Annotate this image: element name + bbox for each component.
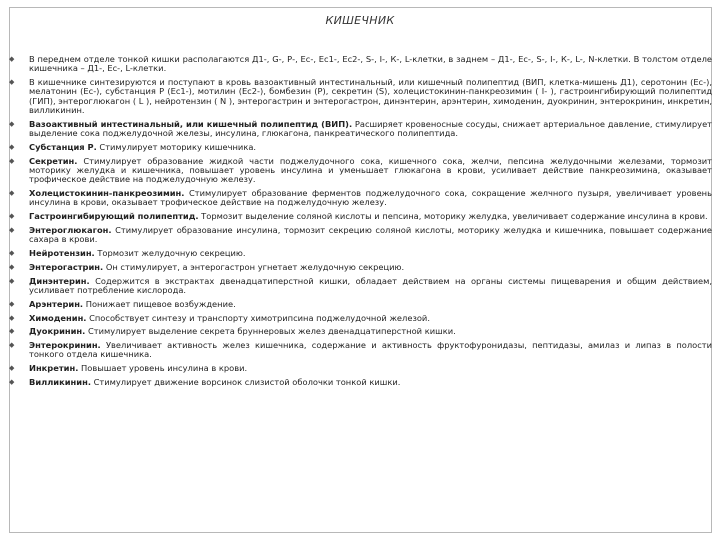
list-item bbox=[9, 377, 712, 388]
item-term: Химоденин. bbox=[29, 312, 87, 323]
item-text: Он стимулирует, а энтерогастрон угнетает желудочную секрецию. bbox=[103, 261, 405, 272]
list-item bbox=[9, 54, 712, 74]
list-item bbox=[9, 155, 712, 185]
diamond-bullet-icon: ◆ bbox=[9, 189, 15, 198]
item-text: Увеличивает активность желез кишечника, содержание и активность фруктофуронидазы, пептидазы, амилаз и липаз в полости тонкого отдела кишечника. bbox=[29, 340, 712, 360]
list-item bbox=[9, 77, 712, 115]
item-text: Тормозит выделение соляной кислоты и пепсина, моторику желудка, увеличивает содержание инсулина в крови. bbox=[198, 211, 708, 222]
diamond-bullet-icon: ◆ bbox=[9, 156, 15, 165]
item-text: Стимулирует выделение секрета бруннеровых желез двенадцатиперстной кишки. bbox=[85, 326, 456, 337]
item-term: Инкретин. bbox=[29, 363, 79, 374]
list-item bbox=[9, 340, 712, 360]
list-item bbox=[9, 248, 712, 259]
list-item bbox=[9, 188, 712, 208]
diamond-bullet-icon: ◆ bbox=[9, 341, 15, 350]
diamond-bullet-icon: ◆ bbox=[9, 225, 15, 234]
item-term: Дуокринин. bbox=[29, 326, 86, 337]
item-text: Расширяет кровеносные сосуды, снижает артериальное давление, стимулирует выделение сока поджелудочной железы, инсулина, глюкагона, панкреатического полипептида. bbox=[29, 118, 713, 139]
item-term: Энтерогастрин. bbox=[29, 261, 104, 272]
item-text: Стимулирует образование жидкой части поджелудочного сока, кишечного сока, желчи, пепсина желудочными железами, тормозит моторику желудка и кишечника, повышает уровень инсулина и уменьшает глюкагона в крови, усиливает действие панкреозимина, оказывает трофическое действие на поджелудочную железу. bbox=[29, 155, 712, 185]
list-item bbox=[9, 224, 712, 245]
diamond-bullet-icon: ◆ bbox=[9, 249, 15, 258]
list-item bbox=[9, 275, 712, 296]
item-text: В переднем отделе тонкой кишки располагаются Д1-, G-, Р-, Ес-, Ес1-, Ес2-, S-, I-, К-, L-клетки, в заднем – Д1-, Ес-, S-, I-, К-, L-, N-клетки. В толстом отделе кишечника – Д1-, Ес-, L-клетки. bbox=[29, 54, 712, 74]
item-term: Арэнтерин. bbox=[29, 298, 84, 309]
item-term: Гастроингибирующий полипептид. bbox=[29, 211, 199, 222]
list-item bbox=[9, 326, 712, 337]
diamond-bullet-icon: ◆ bbox=[9, 55, 15, 63]
list-item bbox=[9, 211, 712, 222]
item-text: Стимулирует моторику кишечника. bbox=[96, 141, 257, 152]
item-term: Энтерокринин. bbox=[29, 340, 101, 351]
item-term: Нейротензин. bbox=[29, 248, 95, 259]
item-text: Способствует синтезу и транспорту химотрипсина поджелудочной железой. bbox=[86, 312, 430, 323]
list-item bbox=[9, 363, 712, 374]
diamond-bullet-icon: ◆ bbox=[9, 378, 15, 387]
item-term: Энтероглюкагон. bbox=[29, 224, 112, 235]
diamond-bullet-icon: ◆ bbox=[9, 212, 15, 221]
item-list bbox=[9, 54, 713, 392]
item-text: Содержится в экстрактах двенадцатиперстной кишки, обладает действием на органы системы пищеварения и общим действием, усиливает потребление кислорода. bbox=[29, 275, 712, 295]
item-term: Вилликинин. bbox=[29, 377, 91, 388]
item-text: Тормозит желудочную секрецию. bbox=[94, 248, 246, 259]
diamond-bullet-icon: ◆ bbox=[9, 119, 15, 128]
item-term: Секретин. bbox=[29, 155, 78, 166]
item-text: В кишечнике синтезируются и поступают в кровь вазоактивный интестинальный, или кишечный полипептид (ВИП, клетка-мишень Д1), серотонин (Ес-), мелатонин (Ес-), субстанция Р (Ес1-), мотилин (Ес2-), бомбезин (Р), секретин (S), холецистокинин-панкреозимин ( I- ), гастроингибирующий полипептид (ГИП), энтероглюкагон ( L ), нейротензин ( N ), энтерогастрин и энтерогастрон, динэнтерин, арэнтерин, химоденин, дуокринин, энтерокринин, инкретин, вилликинин. bbox=[29, 77, 712, 115]
list-item bbox=[9, 261, 712, 272]
item-text: Стимулирует движение ворсинок слизистой оболочки тонкой кишки. bbox=[90, 377, 401, 388]
item-term: Субстанция Р. bbox=[29, 141, 97, 152]
item-text: Понижает пищевое возбуждение. bbox=[83, 298, 236, 309]
item-text: Стимулирует образование ферментов поджелудочного сока, сокращение желчного пузыря, увеличивает уровень инсулина в крови, оказывает трофическое действие на поджелудочную железу. bbox=[29, 188, 712, 208]
item-term: Динэнтерин. bbox=[29, 275, 90, 286]
diamond-bullet-icon: ◆ bbox=[9, 364, 15, 373]
list-item bbox=[9, 141, 712, 152]
list-item bbox=[9, 312, 712, 323]
diamond-bullet-icon: ◆ bbox=[9, 313, 15, 322]
diamond-bullet-icon: ◆ bbox=[9, 299, 15, 308]
diamond-bullet-icon: ◆ bbox=[9, 78, 15, 87]
diamond-bullet-icon: ◆ bbox=[9, 142, 15, 151]
list-item bbox=[9, 298, 712, 309]
diamond-bullet-icon: ◆ bbox=[9, 262, 15, 271]
item-term: Холецистокинин-панкреозимин. bbox=[29, 188, 185, 199]
item-text: Повышает уровень инсулина в крови. bbox=[78, 363, 248, 374]
diamond-bullet-icon: ◆ bbox=[9, 327, 15, 336]
diamond-bullet-icon: ◆ bbox=[9, 276, 15, 285]
list-item bbox=[9, 118, 713, 139]
page-title: КИШЕЧНИК bbox=[325, 14, 395, 27]
item-term: Вазоактивный интестинальный, или кишечный полипептид (ВИП). bbox=[29, 118, 353, 129]
item-text: Стимулирует образование инсулина, тормозит секрецию соляной кислоты, моторику желудка и кишечника, повышает содержание сахара в крови. bbox=[29, 224, 712, 245]
